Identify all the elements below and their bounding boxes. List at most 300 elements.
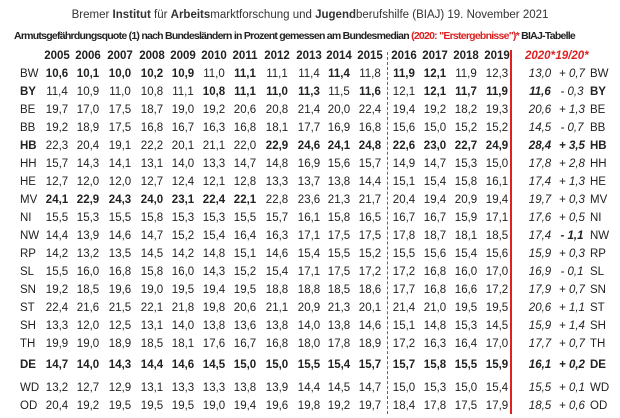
table-cell: 22,9 [76,194,100,206]
table-cell: 14,0 [297,320,321,332]
table-cell: 10,0 [108,68,132,80]
table-cell: 17,9 [485,400,509,412]
table-cell: 16,0 [454,266,478,278]
table-cell: 13,6 [233,320,257,332]
table-cell: 15,7 [392,359,416,371]
table-cell: 12,4 [171,176,195,188]
row-label: BW [20,68,39,80]
table-cell: 16,8 [233,122,257,134]
table-cell: 10,1 [76,68,100,80]
table-cell: 24,9 [485,140,509,152]
table-cell: 17,2 [392,266,416,278]
table-cell: 19,4 [423,194,447,206]
table-cell: 13,1 [140,320,164,332]
table-cell: 14,5 [485,320,509,332]
table-cell: 11,9 [393,68,415,80]
table-cell: 15,8 [454,176,478,188]
table-row [0,194,620,212]
table-cell: 16,3 [202,122,226,134]
table-cell: 19,2 [202,104,226,116]
table-cell: + 0,7 [559,338,585,350]
table-cell: 13,8 [265,320,289,332]
row-label: RP [590,248,606,260]
table-cell: 19,5 [454,302,478,314]
title-text: Institut [112,9,151,21]
row-label: HB [590,140,607,152]
table-cell: 17,8 [528,158,552,170]
table-cell: 17,7 [297,122,321,134]
row-label: TH [20,338,36,350]
table-cell: + 3,5 [559,140,585,152]
table-cell: 28,4 [528,140,552,152]
table-cell: 19,5 [485,302,509,314]
table-cell: 12,1 [423,86,447,98]
table-cell: 15,7 [358,158,382,170]
row-label: BB [20,122,36,134]
table-cell: 17,6 [528,212,552,224]
table-cell: 19,6 [265,400,289,412]
table-cell: 15,0 [233,359,257,371]
column-header: 2011 [232,50,258,62]
table-cell: 15,0 [423,122,447,134]
table-cell: 18,5 [76,284,100,296]
table-cell: 17,8 [423,400,447,412]
table-cell: 14,5 [327,382,351,394]
row-label: OD [590,400,608,412]
table-cell: 14,0 [76,359,100,371]
table-cell: 16,0 [76,266,100,278]
table-cell: 22,3 [45,140,69,152]
table-cell: 18,5 [140,338,164,350]
table-subtitle [14,30,575,42]
table-cell: 12,7 [76,382,100,394]
table-cell: 16,8 [140,122,164,134]
row-label: TH [590,338,606,350]
table-cell: 14,8 [202,248,226,260]
table-cell: 21,3 [327,302,351,314]
table-cell: 18,6 [358,284,382,296]
table-cell: 13,1 [140,382,164,394]
table-cell: 14,6 [358,320,382,332]
table-cell: + 0,2 [559,359,585,371]
title-text: Bremer [71,9,113,21]
table-cell: 14,3 [108,359,132,371]
table-cell: 11,1 [234,86,256,98]
table-cell: 11,6 [359,86,381,98]
table-cell: 15,0 [392,382,416,394]
table-cell: 16,6 [454,284,478,296]
table-cell: 15,4 [202,230,226,242]
row-label: HH [590,158,607,170]
table-cell: 20,8 [265,104,289,116]
table-cell: 22,4 [202,194,226,206]
table-cell: - 1,1 [560,230,584,242]
table-cell: 19,0 [202,400,226,412]
table-cell: 14,6 [108,230,132,242]
row-label: DE [20,359,36,371]
table-cell: 18,7 [423,230,447,242]
column-header: 19/20* [555,50,589,62]
table-cell: 17,4 [528,176,552,188]
table-cell: 15,4 [423,176,447,188]
table-cell: 12,9 [108,382,132,394]
table-cell: 17,2 [485,284,509,296]
row-label: ST [590,302,605,314]
table-cell: 11,7 [455,86,477,98]
table-cell: 19,8 [297,400,321,412]
column-header: 2012 [264,50,290,62]
table-cell: 15,2 [171,230,195,242]
table-cell: 15,4 [454,248,478,260]
table-cell: 19,5 [108,400,132,412]
table-cell: 17,5 [358,230,382,242]
row-label: BW [590,68,609,80]
table-cell: 15,8 [140,266,164,278]
table-cell: + 1,3 [559,176,585,188]
table-cell: 17,8 [327,338,351,350]
table-row [0,86,620,104]
table-row [0,382,620,400]
table-cell: 14,5 [140,248,164,260]
table-cell: 15,9 [528,320,552,332]
table-cell: 14,4 [45,230,69,242]
row-label: DE [590,359,606,371]
row-label: MV [590,194,608,206]
table-cell: 13,5 [108,248,132,260]
table-cell: 15,2 [358,248,382,260]
row-label: SN [590,284,606,296]
row-label: SL [590,266,605,278]
table-cell: 21,6 [76,302,100,314]
table-cell: 15,8 [327,212,351,224]
table-cell: 16,8 [265,338,289,350]
table-cell: 13,0 [528,68,552,80]
table-row [0,68,620,86]
table-cell: 13,9 [76,230,100,242]
table-cell: 15,4 [327,359,351,371]
row-label: BB [590,122,606,134]
table-cell: 20,0 [327,104,351,116]
table-cell: 18,2 [454,104,478,116]
table-cell: 10,9 [76,86,100,98]
table-cell: 19,4 [392,104,416,116]
table-cell: 17,1 [297,230,321,242]
table-cell: + 2,8 [559,158,585,170]
table-cell: 15,1 [392,176,416,188]
column-header: 2020* [524,50,556,62]
table-cell: 19,7 [45,104,69,116]
table-cell: 16,7 [233,338,257,350]
column-header: 2019 [484,50,510,62]
row-label: BY [20,86,36,98]
table-cell: 11,0 [266,86,288,98]
table-cell: 19,8 [202,302,226,314]
table-cell: 16,1 [297,212,321,224]
table-cell: 17,0 [485,338,509,350]
table-cell: 19,7 [528,194,552,206]
header-row [0,50,620,68]
table-cell: 14,6 [265,248,289,260]
table-cell: 14,7 [140,230,164,242]
table-cell: 15,6 [327,158,351,170]
table-cell: 14,7 [233,158,257,170]
table-cell: + 1,4 [559,320,585,332]
table-cell: 19,4 [485,194,509,206]
row-label: RP [20,248,36,260]
table-cell: 23,1 [171,194,195,206]
table-cell: 14,2 [45,248,69,260]
table-cell: 22,0 [233,140,257,152]
table-cell: 24,8 [358,140,382,152]
table-cell: + 0,3 [559,248,585,260]
table-cell: 22,1 [140,302,164,314]
table-cell: 15,9 [485,359,509,371]
table-cell: 20,9 [297,302,321,314]
table-cell: 22,1 [233,194,257,206]
table-row [0,104,620,122]
table-cell: + 0,5 [559,212,585,224]
table-cell: + 0,7 [559,68,585,80]
table-cell: 18,5 [485,230,509,242]
column-header: 2009 [170,50,196,62]
table-cell: 21,4 [297,104,321,116]
table-cell: 14,3 [76,158,100,170]
table-cell: 11,1 [172,86,194,98]
table-cell: 14,8 [423,320,447,332]
table-cell: 15,3 [76,212,100,224]
table-cell: 10,6 [45,68,69,80]
table-cell: 12,0 [108,176,132,188]
table-cell: 13,8 [233,382,257,394]
column-header: 2016 [391,50,417,62]
row-label: SN [20,284,36,296]
table-cell: 15,9 [454,212,478,224]
table-cell: 14,0 [171,158,195,170]
table-cell: 13,1 [140,158,164,170]
table-cell: 15,3 [454,320,478,332]
table-cell: 16,3 [265,230,289,242]
table-cell: 14,5 [202,359,226,371]
row-label: NI [590,212,602,224]
row-label: SL [20,266,35,278]
column-header: 2008 [139,50,165,62]
table-cell: 12,1 [423,68,447,80]
table-cell: 16,9 [297,158,321,170]
table-cell: 20,1 [358,302,382,314]
table-row [0,400,620,418]
row-label: OD [20,400,38,412]
table-cell: 13,7 [297,176,321,188]
table-cell: 15,5 [528,382,552,394]
table-cell: 17,5 [108,122,132,134]
table-cell: 13,8 [202,320,226,332]
table-cell: 17,4 [528,230,552,242]
table-cell: 11,4 [46,86,68,98]
table-cell: 22,8 [265,194,289,206]
column-header: 2005 [44,50,70,62]
table-cell: 22,7 [454,140,478,152]
table-cell: 15,7 [265,212,289,224]
row-label: HH [20,158,37,170]
table-cell: 15,0 [454,382,478,394]
table-cell: 19,0 [171,104,195,116]
table-cell: 17,2 [358,266,382,278]
table-cell: 14,4 [358,176,382,188]
table-cell: 14,8 [265,158,289,170]
table-cell: 20,6 [528,104,552,116]
subtitle-note: (2020: "Erstergebnisse")* [411,30,520,42]
table-cell: 15,6 [423,248,447,260]
table-cell: 14,4 [297,382,321,394]
table-cell: 15,4 [265,266,289,278]
table-cell: 17,0 [485,266,509,278]
table-cell: 18,7 [140,104,164,116]
row-label: ST [20,302,35,314]
table-cell: 19,2 [45,122,69,134]
table-cell: 22,9 [265,140,289,152]
title-text: marktforschung und [210,9,316,21]
table-cell: 15,6 [485,248,509,260]
table-cell: 19,3 [485,104,509,116]
table-row [0,122,620,140]
table-cell: 11,9 [486,86,508,98]
table-cell: 12,5 [108,320,132,332]
table-cell: 15,9 [528,248,552,260]
table-cell: 14,5 [528,122,552,134]
table-row [0,212,620,230]
table-row [0,284,620,302]
row-label: MV [20,194,38,206]
table-cell: 15,5 [45,266,69,278]
table-cell: + 0,3 [559,194,585,206]
table-cell: 24,1 [45,194,69,206]
table-cell: 22,6 [392,140,416,152]
table-cell: 19,1 [108,140,132,152]
table-cell: 20,9 [454,194,478,206]
table-cell: 18,9 [76,122,100,134]
table-cell: 18,1 [454,230,478,242]
table-cell: 16,8 [108,266,132,278]
table-cell: 21,4 [392,302,416,314]
row-label: WD [590,382,610,394]
table-cell: 16,4 [454,338,478,350]
table-cell: 12,0 [76,320,100,332]
table-cell: 14,7 [45,359,69,371]
table-cell: 21,8 [171,302,195,314]
table-cell: 13,8 [327,320,351,332]
table-row [0,266,620,284]
table-cell: + 0,6 [559,400,585,412]
table-cell: 15,7 [358,359,382,371]
row-label: BE [590,104,606,116]
table-cell: 23,6 [297,194,321,206]
table-cell: 16,8 [423,284,447,296]
table-cell: 16,0 [171,266,195,278]
table-cell: 10,9 [171,68,195,80]
table-cell: 15,3 [423,382,447,394]
table-cell: 14,0 [171,320,195,332]
table-cell: 16,5 [358,212,382,224]
table-cell: 20,6 [233,302,257,314]
subtitle-end: BIAJ-Tabelle [519,30,576,42]
table-cell: 17,7 [528,338,552,350]
table-cell: 19,5 [140,400,164,412]
table-cell: 15,2 [485,122,509,134]
table-cell: 18,1 [265,122,289,134]
table-cell: 16,7 [423,212,447,224]
table-cell: 18,4 [392,400,416,412]
table-cell: 21,7 [358,194,382,206]
table-cell: 18,0 [297,338,321,350]
table-cell: 15,3 [202,212,226,224]
table-cell: 19,7 [358,400,382,412]
row-label: BY [590,86,606,98]
table-row [0,158,620,176]
subtitle-main: Armutsgefährdungsquote (1) nach Bundesländern in Prozent gemessen am Bundesmedian [14,30,412,42]
table-cell: 21,0 [423,302,447,314]
table-cell: 21,5 [108,302,132,314]
column-header: 2010 [201,50,227,62]
table-cell: 19,2 [45,284,69,296]
table-cell: 21,1 [265,302,289,314]
table-row [0,320,620,338]
row-label: HE [590,176,606,188]
table-cell: 15,5 [454,359,478,371]
table-cell: 11,1 [234,68,256,80]
table-cell: 22,4 [45,302,69,314]
table-cell: 13,3 [171,382,195,394]
table-cell: 18,5 [327,284,351,296]
table-cell: 16,3 [423,338,447,350]
table-cell: 20,1 [171,140,195,152]
table-cell: 15,8 [423,359,447,371]
table-cell: 17,7 [392,284,416,296]
table-cell: 19,0 [140,284,164,296]
table-cell: 12,7 [140,176,164,188]
table-cell: 11,1 [266,68,288,80]
table-cell: 13,2 [76,248,100,260]
table-cell: 15,5 [233,212,257,224]
table-cell: 16,7 [171,122,195,134]
table-cell: 12,1 [392,86,416,98]
table-cell: 19,2 [423,104,447,116]
table-cell: 15,4 [485,382,509,394]
table-cell: 13,3 [202,158,226,170]
table-cell: 11,9 [455,68,477,80]
table-cell: 11,6 [529,86,551,98]
row-label: HE [20,176,36,188]
title-text: Jugend [315,9,356,21]
table-cell: 15,1 [233,248,257,260]
table-cell: 19,0 [76,338,100,350]
table-cell: 24,1 [327,140,351,152]
table-row [0,140,620,158]
table-cell: 16,1 [528,359,552,371]
table-cell: 10,8 [202,86,226,98]
table-cell: 15,5 [327,248,351,260]
table-row [0,359,620,377]
table-cell: 13,2 [45,382,69,394]
table-cell: 15,3 [454,158,478,170]
table-cell: 20,4 [45,400,69,412]
table-cell: 19,4 [202,284,226,296]
table-cell: 15,5 [297,359,321,371]
table-cell: 17,5 [454,400,478,412]
table-cell: 20,6 [233,104,257,116]
table-cell: 13,3 [202,382,226,394]
table-cell: 15,5 [45,212,69,224]
table-cell: 17,1 [485,212,509,224]
